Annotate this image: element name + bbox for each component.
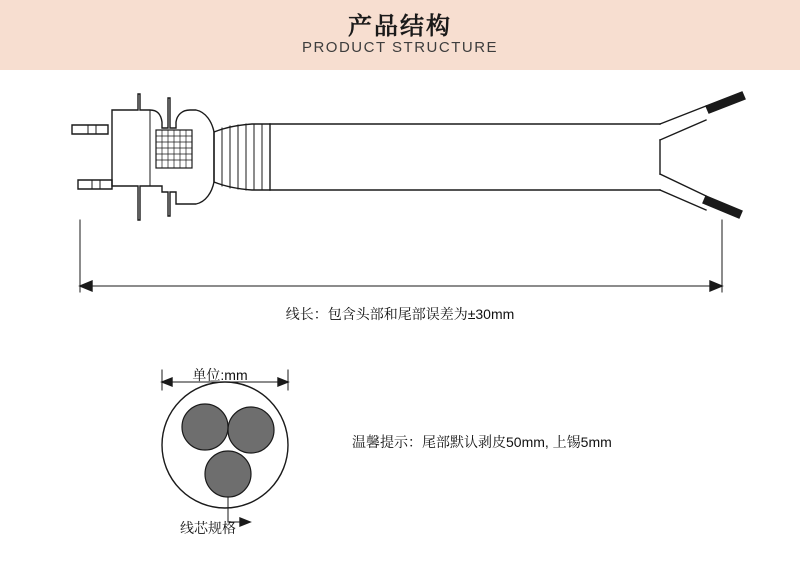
plug-grip-hatch [156, 130, 192, 168]
core-circle-2 [228, 407, 274, 453]
diagram-area [0, 70, 800, 561]
tip-note: 温馨提示：尾部默认剥皮50mm, 上锡5mm [352, 434, 612, 450]
unit-label: 单位:mm [192, 367, 248, 383]
length-caption: 线长：包含头部和尾部误差为±30mm [285, 306, 515, 322]
cable-tail-upper-bottom [660, 120, 706, 140]
dimension-arrow-left [80, 281, 92, 291]
strain-relief-ribs [222, 124, 262, 190]
page-header [0, 0, 800, 70]
cable-tail-upper-top [660, 106, 706, 124]
plug-body [112, 94, 214, 220]
core-circle-3 [205, 451, 251, 497]
plug-prong-upper [72, 125, 108, 134]
core-spec-label: 线芯规格 [180, 520, 236, 536]
tinned-tip-upper [706, 92, 745, 113]
dimension-arrow-right [710, 281, 722, 291]
core-circle-1 [182, 404, 228, 450]
plug-prong-lower [78, 180, 112, 189]
page-title-cn: 产品结构 [348, 13, 452, 40]
tinned-tip-lower [703, 196, 742, 218]
page-title-en: PRODUCT STRUCTURE [301, 39, 499, 56]
